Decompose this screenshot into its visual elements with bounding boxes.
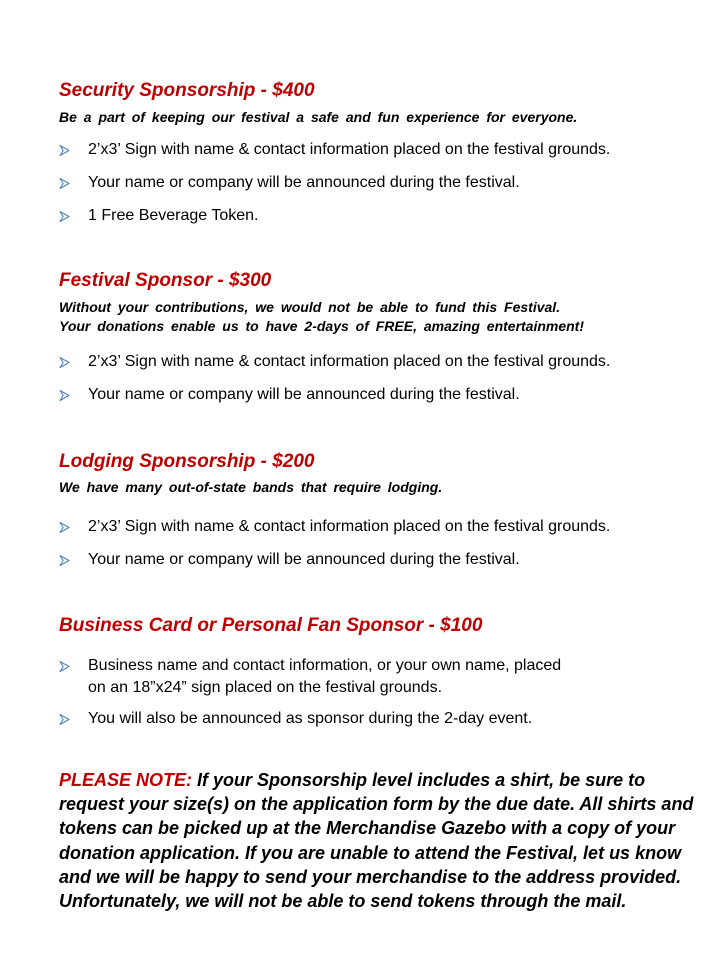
list-item-text: 2’x3’ Sign with name & contact information placed on the festival grounds. — [88, 353, 611, 370]
please-note-label: PLEASE NOTE: — [59, 770, 193, 790]
section-title: Business Card or Personal Fan Sponsor - $100 — [59, 615, 483, 636]
section-title: Lodging Sponsorship - $200 — [59, 451, 315, 472]
list-item — [59, 139, 709, 161]
list-item — [59, 351, 709, 373]
list-item-text: 2’x3’ Sign with name & contact information placed on the festival grounds. — [88, 518, 611, 535]
section-description — [59, 108, 709, 127]
description-line: Be a part of keeping our festival a safe and fun experience for everyone. — [59, 109, 578, 125]
list-item-line: Business name and contact information, or your own name, placed — [88, 657, 562, 674]
list-item-text: 1 Free Beverage Token. — [88, 207, 259, 224]
list-item — [59, 172, 709, 194]
arrow-bullet-icon — [59, 655, 73, 677]
list-item-text: Your name or company will be announced during the festival. — [88, 551, 520, 568]
arrow-bullet-icon — [59, 172, 73, 194]
description-line: Your donations enable us to have 2-days of FREE, amazing entertainment! — [59, 318, 585, 334]
list-item — [59, 516, 709, 538]
arrow-bullet-icon — [59, 549, 73, 571]
list-item — [59, 549, 709, 571]
list-item-text: Your name or company will be announced during the festival. — [88, 174, 520, 191]
description-line: We have many out-of-state bands that require lodging. — [59, 479, 443, 495]
business-card-sponsor-section — [59, 615, 709, 730]
list-item — [59, 708, 709, 730]
lodging-sponsorship-section — [59, 451, 709, 571]
list-item-line: on an 18”x24” sign placed on the festival grounds. — [88, 679, 443, 696]
section-title: Security Sponsorship - $400 — [59, 80, 315, 101]
benefits-list — [59, 655, 709, 730]
list-item-text — [88, 655, 709, 699]
arrow-bullet-icon — [59, 516, 73, 538]
festival-sponsor-section — [59, 270, 709, 406]
benefits-list — [59, 351, 709, 406]
list-item-text: You will also be announced as sponsor during the 2-day event. — [88, 710, 533, 727]
section-description — [59, 478, 709, 497]
please-note-paragraph — [59, 768, 714, 913]
arrow-bullet-icon — [59, 384, 73, 406]
list-item — [59, 205, 709, 227]
arrow-bullet-icon — [59, 205, 73, 227]
arrow-bullet-icon — [59, 139, 73, 161]
security-sponsorship-section — [59, 80, 709, 227]
benefits-list — [59, 516, 709, 571]
section-description — [59, 298, 709, 336]
list-item — [59, 655, 709, 699]
list-item-text: Your name or company will be announced during the festival. — [88, 386, 520, 403]
arrow-bullet-icon — [59, 708, 73, 730]
benefits-list — [59, 139, 709, 227]
section-title: Festival Sponsor - $300 — [59, 270, 272, 291]
list-item-text: 2’x3’ Sign with name & contact information placed on the festival grounds. — [88, 141, 611, 158]
please-note-text: If your Sponsorship level includes a shirt, be sure to request your size(s) on the application form by the due date. All shirts and tokens can be picked up at the Merchandise Gazebo with a copy of your donation application. If you are unable to attend the Festival, let us know and we will be happy to send your merchandise to the address provided. Unfortunately, we will not be able to send tokens through the mail. — [59, 770, 694, 912]
list-item — [59, 384, 709, 406]
description-line: Without your contributions, we would not be able to fund this Festival. — [59, 299, 561, 315]
arrow-bullet-icon — [59, 351, 73, 373]
